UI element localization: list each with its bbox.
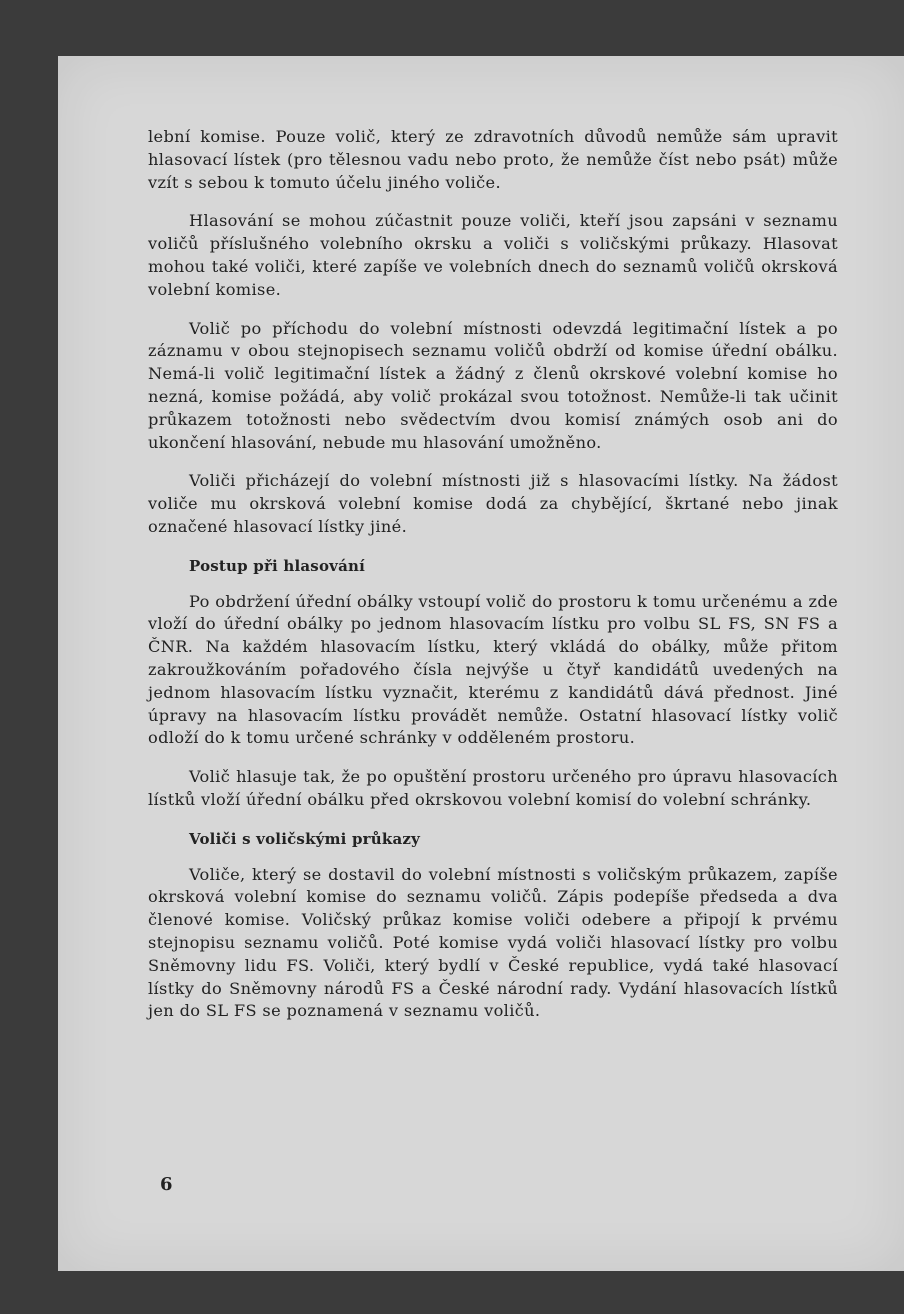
section-heading-voting-procedure: Postup při hlasování [189,556,365,575]
paragraph-continuation: lební komise. Pouze volič, který ze zdravotních důvodů nemůže sám upravit hlasovací lístek (pro tělesnou vadu nebo proto, že nemůže číst nebo psát) může vzít s sebou k tomuto účelu jiného voliče. [148,127,838,192]
paragraph-arrival: Volič po příchodu do volební místnosti odevzdá legitimační lístek a po záznamu v obou stejnopisech seznamu voličů obdrží od komise úřední obálku. Nemá-li volič legitimační lístek a žádný z členů okrskové volební komise ho nezná, komise požádá, aby volič prokázal svou totožnost. Nemůže-li tak učinit průkazem totožnosti nebo svědectvím dvou komisí známých osob ani do ukončení hlasování, nebude mu hlasování umožněno. [148,318,838,452]
paragraph-voter-cards: Voliče, který se dostavil do volební místnosti s voličským průkazem, zapíše okrsková volební komise do seznamu voličů. Zápis podepíše předseda a dva členové komise. Voličský průkaz komise voliči odebere a připojí k prvému stejnopisu seznamu voličů. Poté komise vydá voliči hlasovací lístky pro volbu Sněmovny lidu FS. Voliči, který bydlí v České republice, vydá také hlasovací lístky do Sněmovny národů FS a České národní rady. Vydání hlasovacích lístků jen do SL FS se poznamená v seznamu voličů. [148,864,838,1021]
section-heading-voter-cards: Voliči s voličskými průkazy [189,829,421,848]
paragraph-casting: Volič hlasuje tak, že po opuštění prostoru určeného pro úpravu hlasovacích lístků vloží úřední obálku před okrskovou volební komisí do volební schránky. [148,767,838,809]
page-content [148,126,838,1039]
page-number: 6 [160,1174,173,1195]
paragraph-ballots: Voliči přicházejí do volební místnosti již s hlasovacími lístky. Na žádost voliče mu okrsková volební komise dodá za chybějící, škrtané nebo jinak označené hlasovací lístky jiné. [148,471,838,536]
document-page [58,56,904,1271]
paragraph-eligibility: Hlasování se mohou zúčastnit pouze voliči, kteří jsou zapsáni v seznamu voličů příslušného volebního okrsku a voliči s voličskými průkazy. Hlasovat mohou také voliči, které zapíše ve volebních dnech do seznamů voličů okrsková volební komise. [148,211,838,299]
paragraph-procedure: Po obdržení úřední obálky vstoupí volič do prostoru k tomu určenému a zde vloží do úřední obálky po jednom hlasovacím lístku pro volbu SL FS, SN FS a ČNR. Na každém hlasovacím lístku, který vkládá do obálky, může přitom zakroužkováním pořadového čísla nejvýše u čtyř kandidátů uvedených na jednom hlasovacím lístku vyznačit, kterému z kandidátů dává přednost. Jiné úpravy na hlasovacím lístku provádět nemůže. Ostatní hlasovací lístky volič odloží do k tomu určené schránky v odděleném prostoru. [148,591,838,748]
